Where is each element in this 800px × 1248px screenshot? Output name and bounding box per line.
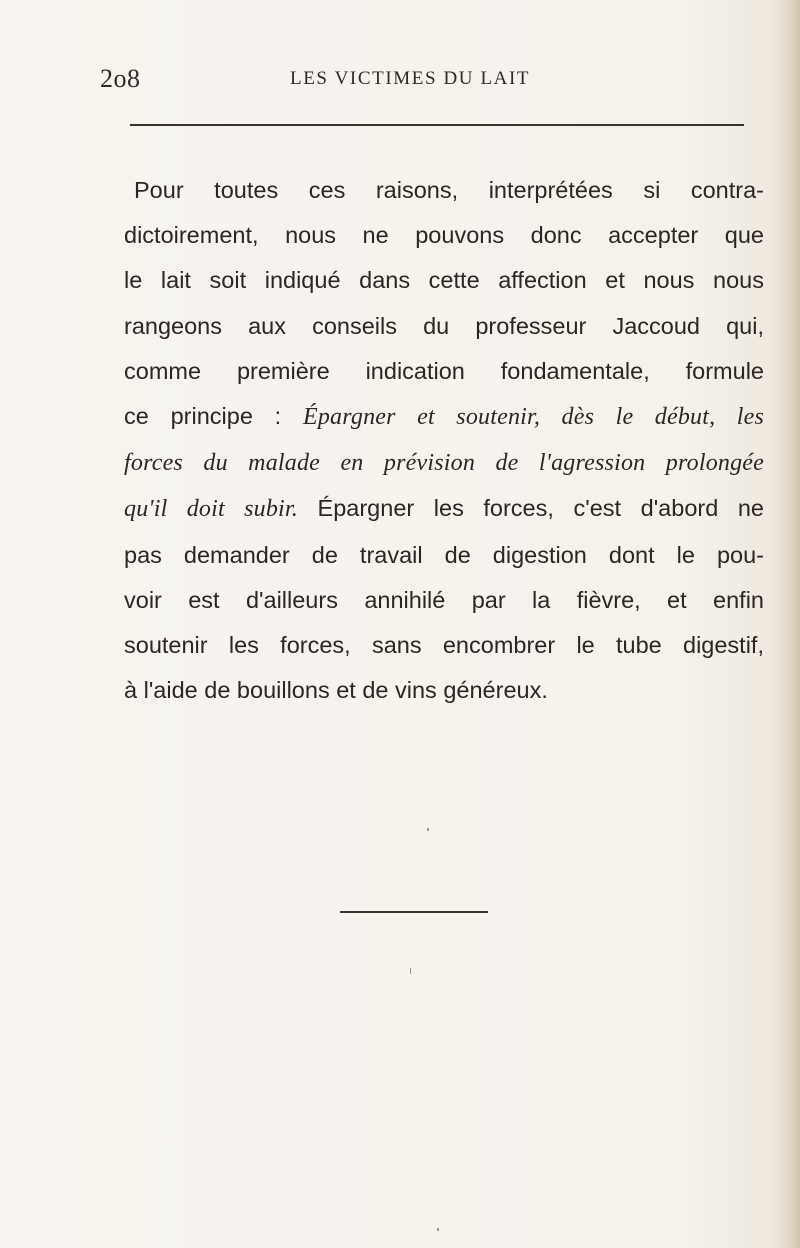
- quotation-italic-3: qu'il doit subir.: [124, 496, 298, 523]
- quotation-italic-2: forces du malade en prévision de l'agression prolongée: [124, 450, 764, 477]
- text-line-9: pas demander de travail de digestion dont le pou-: [124, 541, 764, 568]
- quotation-italic-1: Épargner et soutenir, dès le début, les: [302, 404, 764, 431]
- text-line-1: Pour toutes ces raisons, interprétées si contra-: [134, 177, 764, 203]
- header-rule: [130, 124, 744, 126]
- paper-speck: [410, 968, 411, 974]
- text-line-5: comme première indication fondamentale, formule: [124, 357, 764, 384]
- paper-speck: [427, 828, 429, 831]
- page-edge-shadow: [778, 0, 800, 1248]
- text-line-10: voir est d'ailleurs annihilé par la fièvre, et enfin: [124, 586, 764, 613]
- text-line-2: dictoirement, nous ne pouvons donc accepter que: [124, 222, 764, 249]
- running-title: LES VICTIMES DU LAIT: [290, 68, 531, 89]
- section-end-rule: [340, 911, 488, 913]
- text-line-6-roman: ce principe :: [124, 403, 303, 430]
- text-line-8: [124, 486, 764, 532]
- paper-speck: [437, 1228, 439, 1231]
- body-paragraph: [124, 168, 764, 713]
- text-line-11: soutenir les forces, sans encombrer le tube digestif,: [124, 632, 764, 659]
- running-head: [100, 64, 740, 94]
- page-number: 2o8: [100, 64, 141, 93]
- text-line-12: à l'aide de bouillons et de vins généreux.: [124, 677, 548, 704]
- text-line-7: [124, 440, 764, 486]
- text-line-8-roman: Épargner les forces, c'est d'abord ne: [297, 495, 764, 522]
- text-line-6: [124, 394, 764, 440]
- text-line-3: le lait soit indiqué dans cette affection et nous nous: [124, 267, 764, 294]
- text-line-4: rangeons aux conseils du professeur Jaccoud qui,: [124, 312, 764, 339]
